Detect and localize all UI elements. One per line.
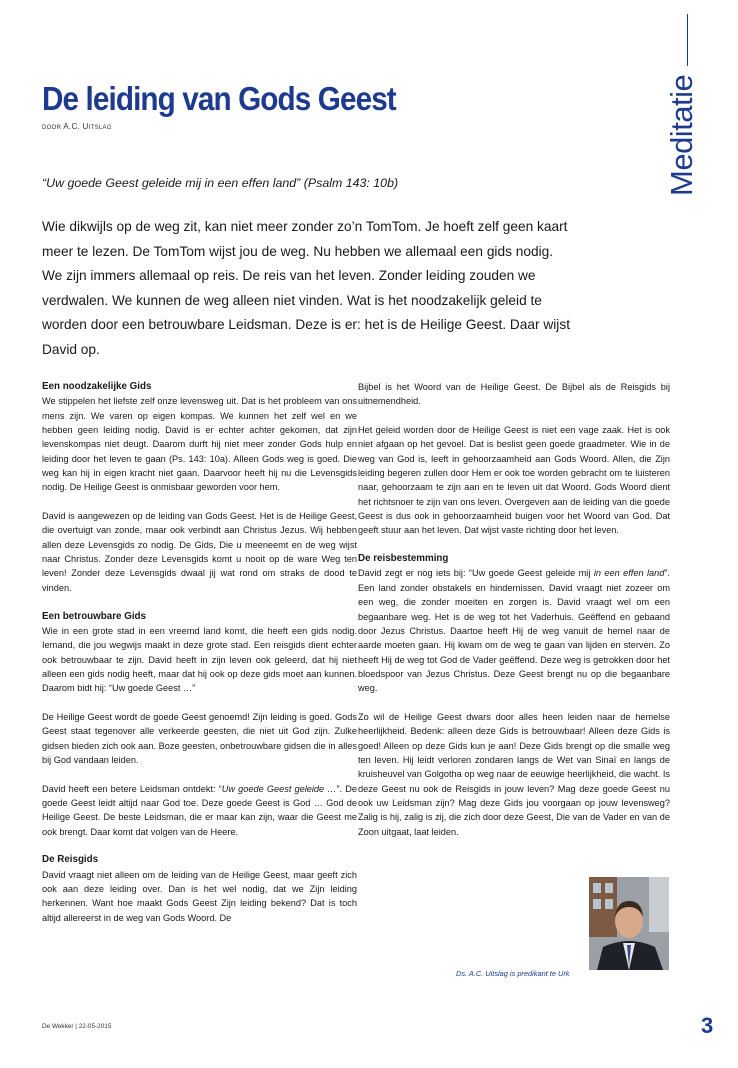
- paragraph: We stippelen het liefste zelf onze levensweg uit. Dat is het probleem van ons mens zijn. We varen op eigen kompas. We kunnen het zelf wel en we hebben geen leiding nodig. David is er echter achter gekomen, dat zijn levenskompas niet deugt. Daarom durft hij niet meer zonder Gods hulp en leiding door het leven te gaan (Ps. 143: 10a). Alleen Gods weg is goed. Die weg kan hij in eigen kracht niet gaan. Daarvoor heeft hij nu die Levensgids nodig. De Heilige Geest is onmisbaar geworden voor hem.: [42, 396, 357, 493]
- italic-quote: Uw goede Geest geleide …: [221, 783, 337, 794]
- italic-quote: in een effen land: [593, 568, 665, 579]
- photo-caption: Ds. A.C. Uitslag is predikant te Urk: [456, 969, 570, 978]
- author-photo: [589, 877, 669, 970]
- paragraph: David vraagt niet alleen om de leiding van de Heilige Geest, maar geeft zich ook aan deze leiding over. Dan is het wel nodig, dat we Zijn leiding herkennen. Want hoe maakt Gods Geest Zijn leiding bekend? Dat is toch altijd allereerst in de weg van Gods Woord. De: [42, 869, 357, 923]
- section-label: Meditatie: [664, 74, 699, 196]
- text-run: ”. Een land zonder obstakels en hindernissen. David vraagt niet zozeer om een weg, die zonder moeiten en zorgen is. David vraagt wel om een begaanbare weg. Het is de weg tot het Vaderhuis. Geëffend en gebaand door Jezus Christus. Daartoe heeft Hij de weg vanuit de hemel naar de aarde moeten gaan. Hij kwam om de weg te gaan van lijden en sterven. Zo heeft Hij de weg tot God de Vader geëffend. Deze weg is getrokken door het bloedspoor van Jezus Christus. Deze Geest brengt nu op die begaanbare weg.: [358, 568, 670, 694]
- paragraph: [42, 782, 357, 839]
- paragraph: David is aangewezen op de leiding van Gods Geest. Het is de Heilige Geest, die overtuigt van zonde, maar ook verbindt aan Christus Jezus. Wij hebben allen deze Levensgids zo nodig. De Gids, Die u meeneemt en de weg wijst naar Christus. Zonder deze Levensgids komt u nooit op de ware Weg ten leven! Zonder deze Levensgids dwaal jij wat rond om straks de dood te vinden.: [42, 511, 357, 593]
- left-column: [42, 380, 357, 939]
- paragraph: De Heilige Geest wordt de goede Geest genoemd! Zijn leiding is goed. Gods Geest staat tegenover alle verkeerde geesten, die niet uit God zijn. Zulke gidsen bieden zich ook aan. Boze geesten, onbetrouwbare gidsen die in alles bij God vandaan leiden.: [42, 711, 357, 765]
- heading-reisgids: De Reisgids: [42, 854, 99, 866]
- byline: door A.C. Uitslag: [42, 122, 112, 131]
- right-column: [358, 380, 670, 853]
- heading-noodzakelijke-gids: Een noodzakelijke Gids: [42, 381, 152, 392]
- paragraph: Het geleid worden door de Heilige Geest is niet een vage zaak. Het is ook niet afgaan op het gevoel. Dat is beslist geen goede graadmeter. Wie in de weg van God is, leeft in gehoorzaamheid aan Gods Woord. Allen, die Zijn leiding begeren zullen door Hem er ook toe worden gebracht om te luisteren naar, gehoorzaam te zijn aan en te leven uit dat Woord. Gods Woord dient het richtsnoer te zijn van ons leven. Overgeven aan de leiding van die goede Geest is dus ook in gehoorzaamheid buigen voor het Woord van God. Dat geeft stuur aan het leven. Dat wijst vaste richting door het leven.: [358, 425, 670, 536]
- text-run: David zegt er nog iets bij: “Uw goede Geest geleide mij: [358, 568, 594, 579]
- intro-paragraph: Wie dikwijls op de weg zit, kan niet meer zonder zo’n TomTom. Je hoeft zelf geen kaart meer te lezen. De TomTom wijst jou de weg. Nu hebben we allemaal een gids nodig. We zijn immers allemaal op reis. De reis van het leven. Zonder leiding zouden we verdwalen. We kunnen de weg alleen niet vinden. Wat is het noodzakelijk geleid te worden door een betrouwbare Leidsman. Deze is er: het is de Heilige Geest. Daar wijst David op.: [42, 219, 570, 357]
- scripture-quote: “Uw goede Geest geleide mij in een effen land” (Psalm 143: 10b): [42, 176, 399, 190]
- text-run: David heeft een betere Leidsman ontdekt: “: [42, 783, 222, 794]
- author-portrait-illustration: [589, 877, 669, 970]
- text-run: ”. De goede Geest leidt altijd naar God toe. Deze goede Geest is God … God de Heilige Geest. De beste Leidsman, die er maar kan zijn, waar die Geest me ook brengt. Daar komt dat volgen van de Heere.: [42, 783, 357, 837]
- paragraph: Zo wil de Heilige Geest dwars door alles heen leiden naar de hemelse heerlijkheid. Bedenk: alleen deze Gids is betrouwbaar! Alleen deze Gids is goed! Alleen op deze Gids kun je aan! Deze Gids brengt op die smalle weg ten leven. Hij leidt verloren zondaren langs de Wet van Sinaï en langs de kruisheuvel van Golgotha op weg naar de eeuwige heerlijkheid, die wacht. Is deze Geest nu ook de Reisgids in jouw leven? Mag deze goede Geest nu ook uw Leidsman zijn? Mag deze Gids jou voorgaan op jouw levensweg? Zalig is hij, zalig is zij, die zich door deze Geest, Die van de Vader en van de Zoon uitgaat, laat leiden.: [358, 711, 670, 837]
- heading-betrouwbare-gids: Een betrouwbare Gids: [42, 610, 146, 622]
- paragraph: [358, 566, 670, 695]
- paragraph: Bijbel is het Woord van de Heilige Geest. De Bijbel als de Reisgids bij uitnemendheid.: [358, 382, 670, 407]
- paragraph: Wie in een grote stad in een vreemd land komt, die heeft een gids nodig. Iemand, die jou wegwijs maakt in deze grote stad. Een reisgids dient echter ook betrouwbaar te zijn. David heeft in zijn leven ook geleerd, dat hij niet alleen een gids nodig heeft, maar dat hij ook op deze gids moet aan kunnen. Daarom bidt hij: “Uw goede Geest …”: [42, 625, 357, 694]
- page-number: 3: [701, 1013, 714, 1038]
- article-title: De leiding van Gods Geest: [42, 80, 396, 117]
- heading-reisbestemming: De reisbestemming: [358, 553, 449, 565]
- footer-publication: De Wekker | 22-05-2015: [42, 1023, 112, 1030]
